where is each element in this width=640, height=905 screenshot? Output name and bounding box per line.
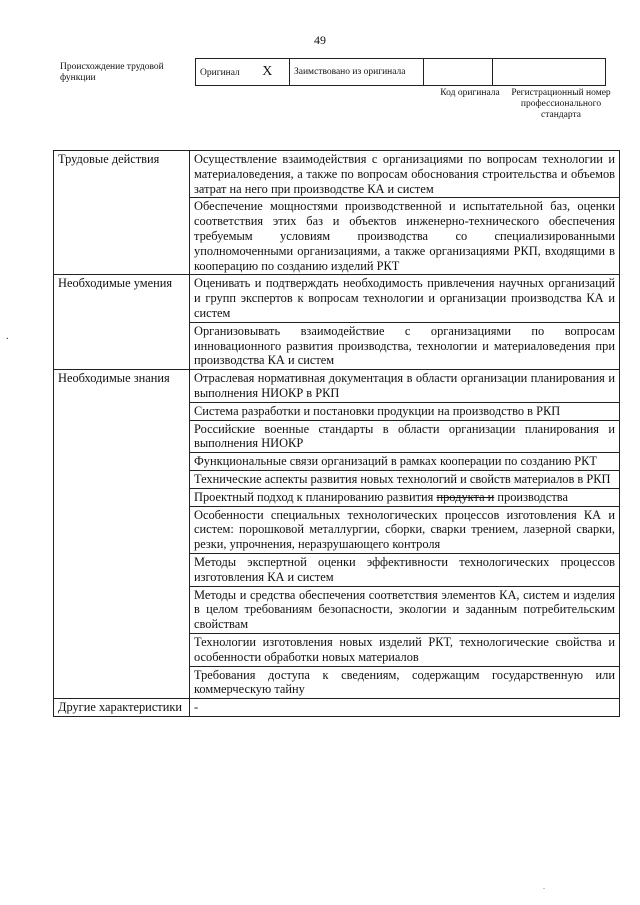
original-label: Оригинал: [200, 68, 240, 78]
knowledge-item: Методы экспертной оценки эффективности технологических процессов изготовления КА и систем: [190, 553, 620, 586]
registration-caption: Регистрационный номер профессионального стандарта: [511, 88, 611, 120]
knowledge-heading: Необходимые знания: [54, 370, 190, 699]
bottom-mark: .: [543, 882, 545, 891]
table-row: [54, 275, 620, 322]
skills-item: Организовывать взаимодействие с организациями по вопросам инновационного развития производства, технологии и материаловедения при производства КА и систем: [190, 322, 620, 369]
table-row: [54, 699, 620, 717]
original-code-cell: [424, 59, 493, 86]
function-table: [53, 150, 620, 717]
design-approach-text-end: производства: [494, 489, 568, 504]
margin-mark: .: [6, 331, 9, 342]
origin-label: Происхождение трудовой функции: [60, 62, 164, 83]
actions-heading: Трудовые действия: [54, 151, 190, 275]
knowledge-item: Отраслевая нормативная документация в области организации планирования и выполнения НИОКР в РКП: [190, 370, 620, 403]
borrowed-cell: Заимствовано из оригинала: [290, 59, 424, 86]
knowledge-item: Функциональные связи организаций в рамках кооперации по созданию РКТ: [190, 453, 620, 471]
original-cell: [196, 59, 290, 86]
skills-heading: Необходимые умения: [54, 275, 190, 370]
original-mark: X: [262, 64, 273, 79]
actions-item: Осуществление взаимодействия с организациями по вопросам технологии и материаловедения, а также по вопросам обоснования строительства и объемов затрат на него при производстве КА и систем: [190, 151, 620, 198]
struck-text: продукта и: [436, 489, 495, 504]
table-row: [54, 370, 620, 403]
code-caption: Код оригинала: [440, 88, 500, 98]
other-heading: Другие характеристики: [54, 699, 190, 717]
origin-table: [195, 58, 606, 86]
design-approach-text: Проектный подход к планированию развития: [194, 489, 437, 504]
knowledge-item: Требования доступа к сведениям, содержащим государственную или коммерческую тайну: [190, 666, 620, 699]
knowledge-item: Российские военные стандарты в области организации планирования и выполнения НИОКР: [190, 420, 620, 453]
other-value: -: [190, 699, 620, 717]
skills-item: Оценивать и подтверждать необходимость привлечения научных организаций и групп экспертов к вопросам технологии и организации производства КА и систем: [190, 275, 620, 322]
page-number: 49: [314, 33, 326, 47]
knowledge-item: Технологии изготовления новых изделий РКТ, технологические свойства и особенности обработки новых материалов: [190, 633, 620, 666]
knowledge-item: Особенности специальных технологических процессов изготовления КА и систем: порошковой металлургии, сборки, сварки трением, лазерной сварки, резки, упрочнения, неразрушающего контроля: [190, 506, 620, 553]
knowledge-item-design-approach: [190, 488, 620, 506]
knowledge-item: Технические аспекты развития новых технологий и свойств материалов в РКП: [190, 470, 620, 488]
registration-number-cell: [493, 59, 606, 86]
knowledge-item: Методы и средства обеспечения соответствия элементов КА, систем и изделия в целом требованиям безопасности, экологии и заданным потребительским свойствам: [190, 586, 620, 633]
actions-item: Обеспечение мощностями производственной и испытательной баз, оценки соответствия этих баз и объектов инженерно-технического обеспечения требуемым условиям производства со специализированными уполномоченными организациями, а также организациями РКП, входящими в кооперацию по созданию изделий РКТ: [190, 198, 620, 275]
knowledge-item: Система разработки и постановки продукции на производство в РКП: [190, 402, 620, 420]
table-row: [54, 151, 620, 198]
